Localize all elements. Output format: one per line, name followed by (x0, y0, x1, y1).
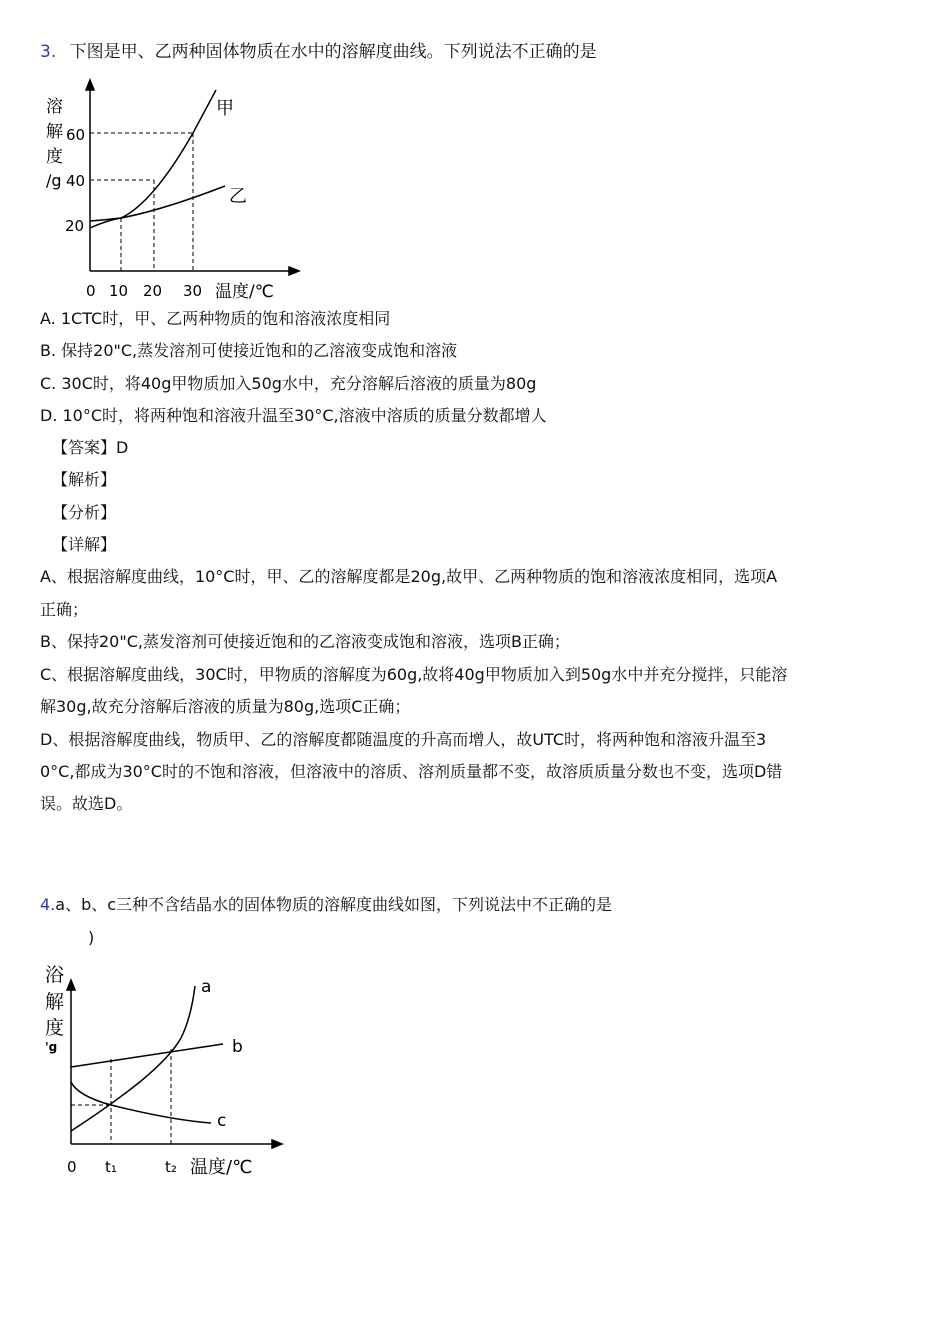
q3-curve-yi (90, 186, 225, 221)
q3-ylabel-4: /g (46, 171, 62, 190)
q3-option-a: A. 1CTC时，甲、乙两种物质的饱和溶液浓度相同 (40, 309, 391, 328)
q3-ylabel-2: 解 (46, 122, 63, 142)
q4-stem: a、b、c三种不含结晶水的固体物质的溶解度曲线如图，下列说法中不正确的是 (55, 895, 613, 914)
q3-xiangjie: 【详解】 (52, 535, 117, 554)
q4-solubility-chart (38, 958, 298, 1183)
q3-jiexi: 【解析】 (52, 470, 117, 489)
q3-fenxi: 【分析】 (52, 503, 117, 522)
q3-y-arrow (86, 80, 94, 90)
q3-option-d: D. 10°C时，将两种饱和溶液升温至30°C,溶液中溶质的质量分数都增人 (40, 406, 547, 425)
q4-label-b: b (232, 1037, 243, 1057)
q3-ylabel-3: 度 (46, 147, 63, 167)
q4-title (40, 895, 612, 915)
q3-label-yi: 乙 (229, 186, 247, 207)
q3-label-jia: 甲 (216, 98, 234, 119)
q4-paren: ) (88, 928, 95, 947)
q3-explanation-line: A、根据溶解度曲线，10°C时，甲、乙的溶解度都是20g,故甲、乙两种物质的饱和溶液浓度相同，选项A (40, 567, 778, 586)
q3-ytick-20: 20 (65, 217, 85, 235)
q4-curve-b (71, 1044, 223, 1067)
q3-x-arrow (289, 267, 299, 275)
q3-xlabel: 温度/℃ (215, 282, 274, 302)
q3-xtick-10: 10 (109, 282, 129, 300)
q3-xtick-20: 20 (143, 282, 163, 300)
q3-curve-jia (90, 90, 216, 228)
q3-explanation-line: 0°C,都成为30°C时的不饱和溶液，但溶液中的溶质、溶剂质量都不变，故溶质质量分数也不变，选项D错 (40, 762, 783, 781)
q3-explanation-line: B、保持20"C,蒸发溶剂可使接近饱和的乙溶液变成饱和溶液，选项B正确； (40, 632, 570, 651)
q4-xtick-t1: t₁ (105, 1158, 117, 1176)
q4-curve-a (71, 986, 195, 1131)
q4-ylabel-2: 解 (45, 991, 65, 1013)
q3-xtick-0: 0 (86, 282, 96, 300)
q4-ylabel-3: 度 (45, 1017, 65, 1039)
q4-number: 4. (40, 895, 56, 914)
q3-number: 3. (40, 42, 57, 62)
q3-explanation-line: 解30g,故充分溶解后溶液的质量为80g,选项C正确； (40, 697, 411, 716)
q3-answer: 【答案】D (52, 438, 129, 457)
q4-x-arrow (272, 1140, 282, 1148)
q3-explanation-line: 误。故选D。 (40, 794, 133, 813)
q4-ylabel-1: 浴 (45, 964, 65, 986)
q4-y-arrow (67, 980, 75, 990)
q3-ytick-60: 60 (66, 126, 86, 144)
q4-xlabel: 温度/℃ (190, 1157, 253, 1178)
q4-ylabel-4: 'g (45, 1040, 58, 1054)
q3-title (40, 42, 597, 62)
q3-stem: 下图是甲、乙两种固体物质在水中的溶解度曲线。下列说法不正确的是 (69, 42, 597, 62)
q3-ytick-40: 40 (66, 172, 86, 190)
q4-label-a: a (201, 977, 212, 997)
q3-option-b: B. 保持20"C,蒸发溶剂可使接近饱和的乙溶液变成饱和溶液 (40, 341, 458, 360)
q3-ylabel-1: 溶 (46, 97, 63, 117)
q3-explanation-line: D、根据溶解度曲线，物质甲、乙的溶解度都随温度的升高而增人，故UTC时，将两种饱和溶液升温至3 (40, 730, 767, 749)
q3-explanation-line: 正确； (40, 600, 89, 619)
q3-option-c: C. 30C时，将40g甲物质加入50g水中，充分溶解后溶液的质量为80g (40, 374, 537, 393)
q3-solubility-chart (38, 78, 308, 308)
q4-xtick-t2: t₂ (165, 1158, 177, 1176)
q3-xtick-30: 30 (183, 282, 203, 300)
q4-xtick-0: 0 (67, 1158, 77, 1176)
q3-explanation-line: C、根据溶解度曲线，30C时，甲物质的溶解度为60g,故将40g甲物质加入到50g水中并充分搅拌，只能溶 (40, 665, 788, 684)
q4-label-c: c (217, 1111, 227, 1131)
